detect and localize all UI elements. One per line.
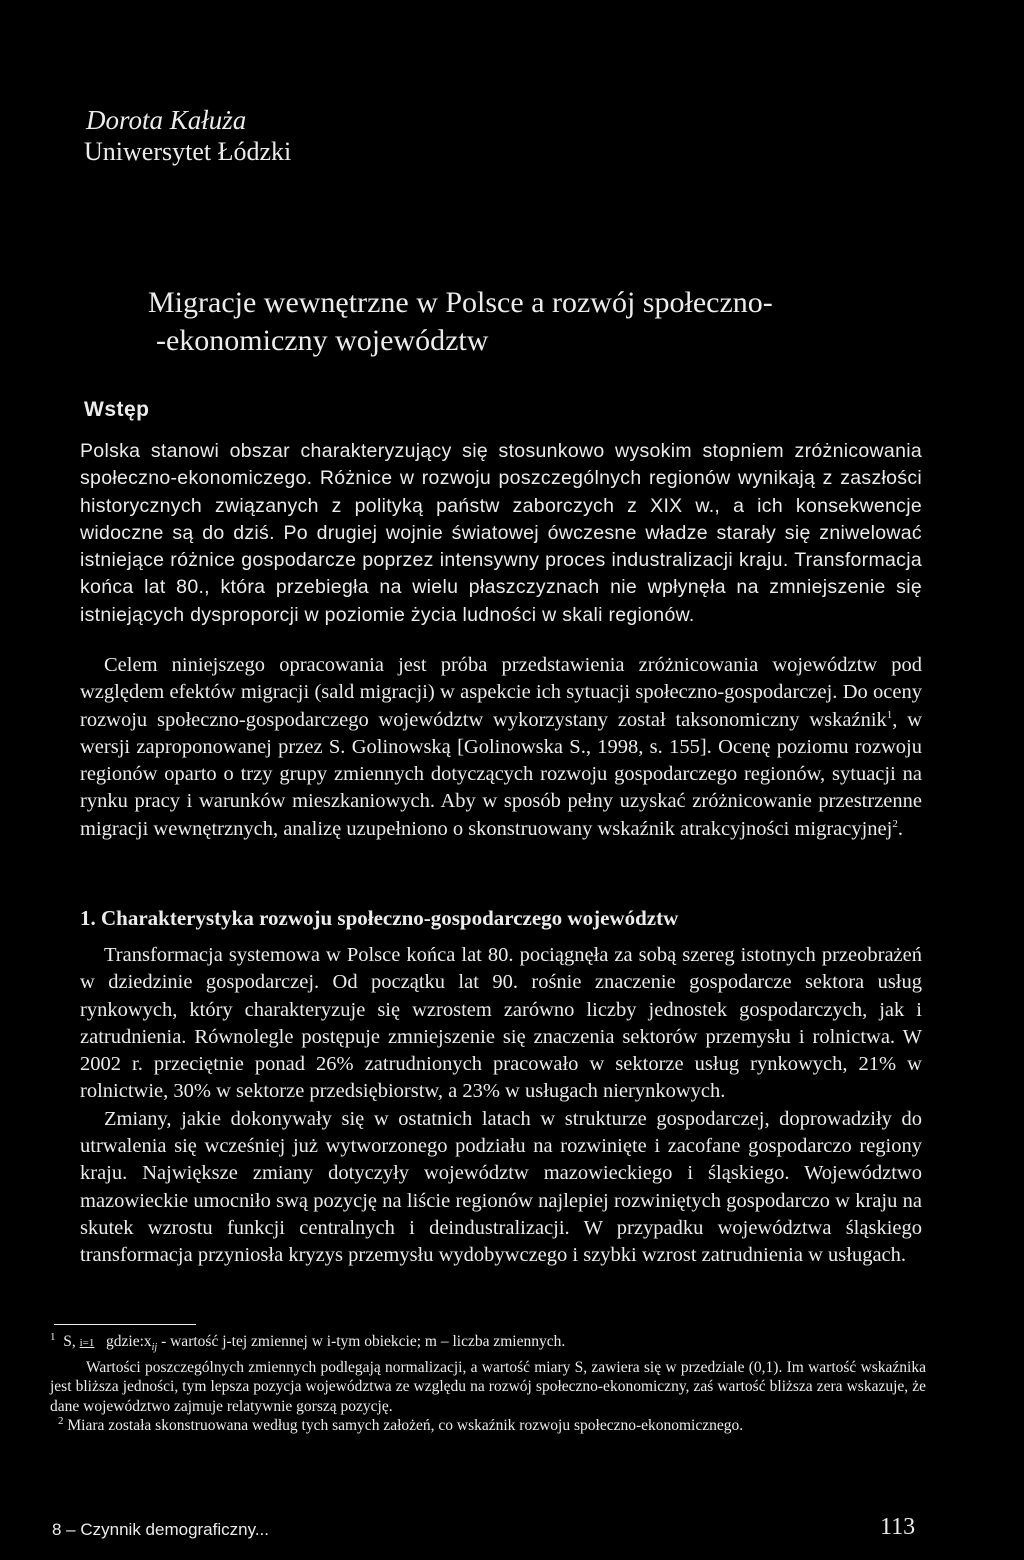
- intro-p2-text: [80, 652, 922, 843]
- footnote-1-formula-s: S,: [63, 1333, 76, 1350]
- footnote-1-where: gdzie:x: [106, 1333, 152, 1350]
- title-line-2: -ekonomiczny województw: [156, 324, 489, 357]
- intro-p2-part-c: .: [897, 817, 903, 840]
- author-name: Dorota Kałuża: [86, 105, 247, 135]
- footnote-1-mark: 1: [50, 1330, 56, 1343]
- intro-heading: Wstęp: [84, 398, 150, 421]
- article-title: [148, 284, 908, 360]
- footnote-2: [50, 1416, 926, 1436]
- footnote-1-definition: - wartość j-tej zmiennej w i-tym obiekcie; m – liczba zmiennych.: [161, 1333, 566, 1350]
- intro-paragraph-2: [80, 652, 922, 843]
- footnote-1-paragraph: Wartości poszczególnych zmiennych podlegają normalizacji, a wartość miary S, zawiera się w przedziale (0,1). Im wartość wskaźnika jest bliższa jedności, tym lepsza pozycja województwa ze względu na rozwój społeczno-ekonomiczny, zaś wartość bliższa zera wskazuje, że dane województwo zajmuje relatywnie gorszą pozycję.: [50, 1358, 926, 1415]
- footnote-1-line: [50, 1332, 926, 1358]
- footnote-divider: [54, 1324, 196, 1325]
- section-1-p2: Zmiany, jakie dokonywały się w ostatnich latach w strukturze gospodarczej, doprowadziły do utrwalenia się wcześniej już wytworzonego podziału na rozwinięte i zacofane gospodarczo regiony kraju. Największe zmiany dotyczyły województw mazowieckiego i śląskiego. Województwo mazowieckie umocniło swą pozycję na liście regionów najlepiej rozwiniętych gospodarczo w kraju na skutek wzrostu funkcji centralnych i deindustralizacji. W przypadku województwa śląskiego transformacja przyniosła kryzys przemysłu wydobywczego i szybki wzrost zatrudnienia w usługach.: [80, 1107, 922, 1267]
- section-1-body: [80, 942, 922, 1270]
- intro-p2-part-a: Celem niniejszego opracowania jest próba przedstawienia zróżnicowania województw pod względem efektów migracji (sald migracji) w aspekcie ich sytuacji społeczno-gospodarczej. Do oceny rozwoju społeczno-gospodarczego województw wykorzystany został taksonomiczny wskaźnik: [80, 654, 922, 731]
- intro-p1-text: Polska stanowi obszar charakteryzujący się stosunkowo wysokim stopniem zróżnicowania społeczno-ekonomiczego. Różnice w rozwoju poszczególnych regionów wynikają z zaszłości historycznych związanych z polityką państw zaborczych z XIX w., a ich konsekwencje widoczne są do dziś. Po drugiej wojnie światowej ówczesne władze starały się zniwelować istniejące różnice gospodarcze poprzez intensywny proces industralizacji kraju. Transformacja końca lat 80., która przebiegła na wielu płaszczyznach nie wpłynęła na zmniejszenie się istniejących dysproporcji w poziomie życia ludności w skali regionów.: [80, 440, 922, 626]
- footnote-1-formula-frac: i=1: [79, 1337, 95, 1349]
- title-line-1: Migracje wewnętrzne w Polsce a rozwój społeczno-: [148, 286, 773, 319]
- footnote-ref-1[interactable]: 1: [886, 708, 893, 721]
- footnote-1-subscript: ij: [151, 1342, 158, 1354]
- section-1-p1: Transformacja systemowa w Polsce końca lat 80. pociągnęła za sobą szereg istotnych przeobrażeń w dziedzinie gospodarczej. Od początku lat 90. rośnie znaczenie gospodarcze sektora usług rynkowych, który charakteryzuje się wzrostem zarówno liczby jednostek gospodarczych, jak i zatrudnienia. Równolegle postępuje zmniejszenie się znaczenia sektorów przemysłu i rolnictwa. W 2002 r. przeciętnie ponad 26% zatrudnionych pracowało w sektorze usług rynkowych, 21% w rolnictwie, 30% w sektorze przedsiębiorstw, a 23% w usługach nierynkowych.: [80, 944, 922, 1103]
- running-footer: 8 – Czynnik demograficzny...: [52, 1520, 269, 1539]
- page-number: 113: [880, 1514, 916, 1540]
- footnote-2-mark: 2: [58, 1414, 64, 1427]
- section-1-heading: 1. Charakterystyka rozwoju społeczno-gospodarczego województw: [80, 906, 679, 930]
- intro-p2-part-b: , w wersji zaproponowanej przez S. Golinowską [Golinowska S., 1998, s. 155]. Ocenę poziomu rozwoju regionów oparto o trzy grupy zmiennych dotyczących rozwoju gospodarczego regionów, sytuacji na rynku pracy i warunków mieszkaniowych. Aby w sposób pełny uzyskać zróżnicowanie przestrzenne migracji wewnętrznych, analizę uzupełniono o skonstruowany wskaźnik atrakcyjności migracyjnej: [80, 708, 923, 840]
- author-affiliation: Uniwersytet Łódzki: [84, 137, 292, 166]
- footnotes: [50, 1332, 926, 1436]
- footnote-2-text: Miara została skonstruowana według tych samych założeń, co wskaźnik rozwoju społeczno-ekonomicznego.: [67, 1417, 744, 1435]
- intro-paragraph-1: [80, 438, 922, 629]
- footnote-ref-2[interactable]: 2: [892, 817, 898, 830]
